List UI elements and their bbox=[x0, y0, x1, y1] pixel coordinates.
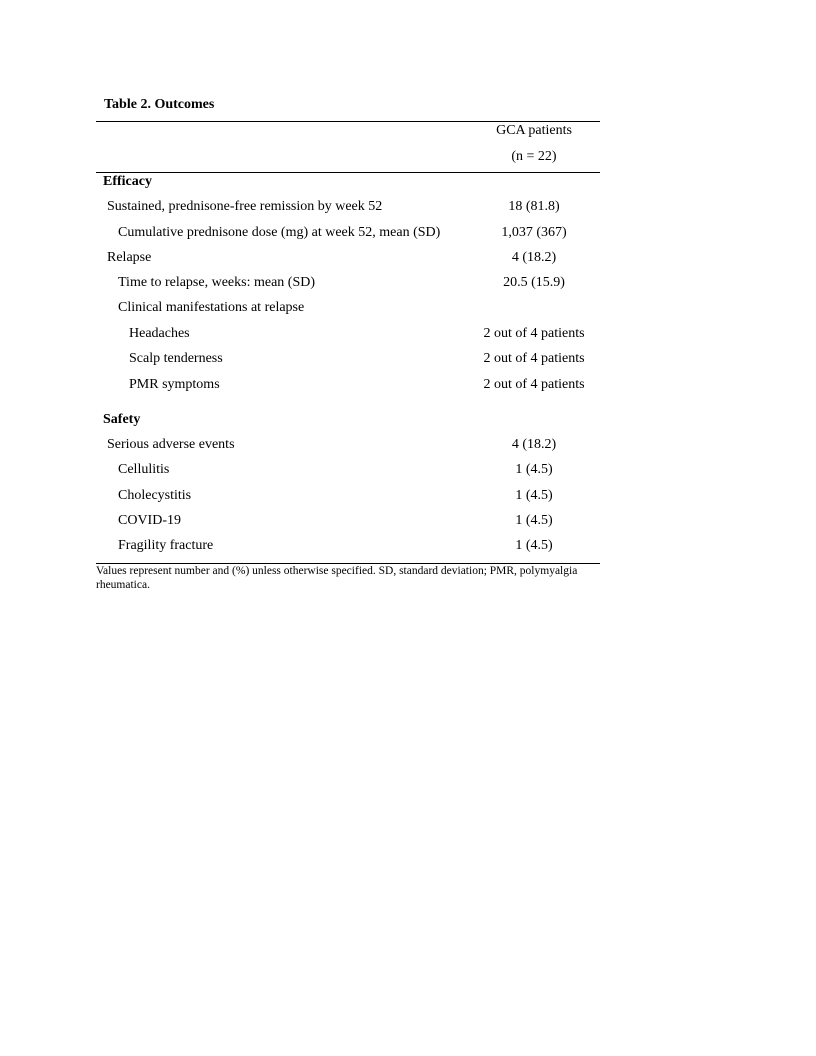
row-value: 18 (81.8) bbox=[508, 199, 560, 214]
row-value: 20.5 (15.9) bbox=[503, 275, 565, 290]
row-label: PMR symptoms bbox=[129, 377, 220, 392]
row-value: 2 out of 4 patients bbox=[483, 326, 585, 341]
column-header-n: (n = 22) bbox=[511, 149, 557, 164]
table-row bbox=[96, 537, 600, 557]
row-label: Serious adverse events bbox=[107, 437, 235, 452]
section-row-safety bbox=[96, 411, 600, 431]
table-title: Table 2. Outcomes bbox=[104, 97, 215, 112]
row-value: 1 (4.5) bbox=[515, 462, 553, 477]
section-label: Efficacy bbox=[103, 174, 152, 189]
row-label: Relapse bbox=[107, 250, 152, 265]
row-label: Headaches bbox=[129, 326, 190, 341]
row-value: 2 out of 4 patients bbox=[483, 351, 585, 366]
table-row bbox=[96, 249, 600, 269]
row-value: 1 (4.5) bbox=[515, 488, 553, 503]
row-value: 2 out of 4 patients bbox=[483, 377, 585, 392]
row-label: Sustained, prednisone-free remission by week 52 bbox=[107, 199, 383, 214]
row-value: 4 (18.2) bbox=[511, 437, 557, 452]
table-row bbox=[96, 198, 600, 218]
row-label: Scalp tenderness bbox=[129, 351, 223, 366]
row-label: Cellulitis bbox=[118, 462, 170, 477]
row-label: Cumulative prednisone dose (mg) at week 52, mean (SD) bbox=[118, 225, 441, 240]
table-row bbox=[96, 299, 600, 319]
table-row bbox=[96, 436, 600, 456]
section-label: Safety bbox=[103, 412, 141, 427]
row-label: Clinical manifestations at relapse bbox=[118, 300, 305, 315]
column-header-group: GCA patients bbox=[496, 123, 572, 138]
row-label: Cholecystitis bbox=[118, 488, 192, 503]
table-row bbox=[96, 325, 600, 345]
table-row bbox=[96, 461, 600, 481]
table-row bbox=[96, 350, 600, 370]
row-label: COVID-19 bbox=[118, 513, 181, 528]
section-row-efficacy bbox=[96, 173, 600, 193]
row-label: Fragility fracture bbox=[118, 538, 214, 553]
table-row bbox=[96, 224, 600, 244]
row-value: 1,037 (367) bbox=[501, 225, 567, 240]
row-value: 4 (18.2) bbox=[511, 250, 557, 265]
row-label: Time to relapse, weeks: mean (SD) bbox=[118, 275, 315, 290]
table-footnote: Values represent number and (%) unless otherwise specified. SD, standard deviation; PMR, polymyalgia rheumatica. bbox=[96, 565, 578, 591]
table-row bbox=[96, 487, 600, 507]
table-row bbox=[96, 512, 600, 532]
table-row bbox=[96, 274, 600, 294]
row-value: 1 (4.5) bbox=[515, 538, 553, 553]
row-value: 1 (4.5) bbox=[515, 513, 553, 528]
table-row bbox=[96, 376, 600, 396]
